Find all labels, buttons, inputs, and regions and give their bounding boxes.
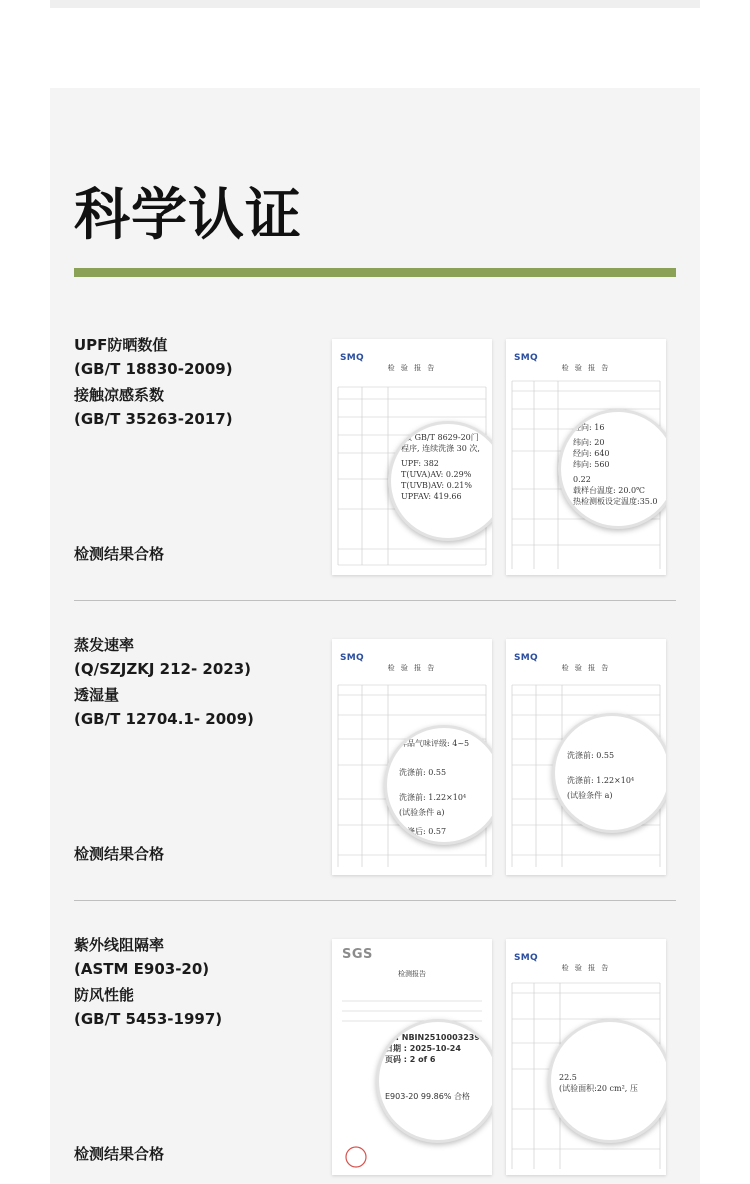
item-standard: (GB/T 35263-2017) — [74, 410, 233, 428]
report-document — [332, 939, 492, 1175]
item-standard: (ASTM E903-20) — [74, 960, 210, 978]
test-result: 检测结果合格 — [74, 845, 165, 863]
zoom-line: 经向: 640 — [573, 449, 610, 458]
zoom-line: T(UVA)AV: 0.29% — [401, 470, 472, 479]
report-document — [332, 339, 492, 575]
cert-section-evaporation-moisture — [74, 633, 676, 901]
report-title: 检测报告 — [398, 970, 426, 978]
zoom-line: 日期 : 2025-10-24 — [385, 1044, 461, 1053]
zoom-line: 页码 : 2 of 6 — [385, 1055, 436, 1064]
zoom-line: 22.5 — [559, 1073, 577, 1082]
magnifier-zoom — [552, 713, 666, 833]
report-images — [332, 339, 676, 575]
certification-panel — [50, 88, 700, 1184]
item-name: UPF防晒数值 — [74, 336, 168, 354]
report-title: 检 验 报 告 — [387, 664, 437, 672]
cert-section-upf-cooling — [74, 333, 676, 601]
red-seal-icon — [346, 1147, 366, 1167]
zoom-line: E903-20 99.86% 合格 — [385, 1092, 470, 1101]
zoom-line: 纬向: 560 — [573, 460, 610, 469]
magnifier-zoom — [548, 1019, 666, 1143]
item-standard: (GB/T 5453-1997) — [74, 1010, 223, 1028]
zoom-line: 洗涤后: 0.57 — [399, 827, 447, 836]
zoom-line: 热检测板设定温度:35.0 — [573, 497, 658, 506]
section-divider — [74, 600, 676, 601]
test-result: 检测结果合格 — [74, 1145, 165, 1163]
item-standard: (GB/T 12704.1- 2009) — [74, 710, 254, 728]
zoom-line: 0.22 — [573, 475, 591, 484]
zoom-line: 载样台温度: 20.0℃ — [573, 486, 645, 495]
item-standard: (GB/T 18830-2009) — [74, 360, 233, 378]
item-name: 接触凉感系数 — [74, 386, 165, 404]
item-name: 透湿量 — [74, 686, 120, 704]
smq-logo: SMQ — [514, 953, 538, 963]
section-divider — [74, 900, 676, 901]
sgs-logo: SGS — [342, 947, 373, 962]
smq-logo: SMQ — [340, 653, 364, 663]
zoom-line: 洗涤前: 0.55 — [399, 768, 447, 777]
title-accent-bar — [74, 268, 676, 277]
zoom-line: 洗涤前: 1.22×10⁴ — [567, 776, 635, 785]
zoom-line: (按 GB/T 8629-20门 — [401, 433, 479, 442]
cert-items — [74, 633, 324, 733]
magnifier-zoom — [376, 1019, 492, 1143]
zoom-line: 样品气味评级: 4~5 — [399, 739, 470, 748]
cert-section-uv-windproof — [74, 933, 676, 1184]
report-document — [506, 639, 666, 875]
zoom-line: 号 : NBIN2510003239 — [385, 1033, 480, 1042]
cert-items — [74, 933, 324, 1033]
report-document — [506, 339, 666, 575]
report-title: 检 验 报 告 — [387, 364, 437, 372]
report-title: 检 验 报 告 — [561, 364, 611, 372]
zoom-line: 洗涤前: 0.55 — [567, 751, 615, 760]
report-images — [332, 639, 676, 875]
report-title: 检 验 报 告 — [561, 664, 611, 672]
report-document — [332, 639, 492, 875]
report-document — [506, 939, 666, 1175]
zoom-line: 程序, 连续洗涤 30 次, — [401, 444, 480, 453]
smq-logo: SMQ — [514, 653, 538, 663]
zoom-line: (试验面积:20 cm², 压 — [559, 1084, 638, 1093]
item-name: 紫外线阻隔率 — [74, 936, 165, 954]
zoom-line: (试验条件 a) — [567, 791, 613, 800]
test-result: 检测结果合格 — [74, 545, 165, 563]
zoom-line: (试验条件 a) — [399, 808, 445, 817]
item-standard: (Q/SZJZKJ 212- 2023) — [74, 660, 252, 678]
zoom-line: 纬向: 20 — [573, 438, 605, 447]
smq-logo: SMQ — [340, 353, 364, 363]
zoom-line: UPF: 382 — [401, 459, 439, 468]
report-title: 检 验 报 告 — [561, 964, 611, 972]
section-title: 科学认证 — [74, 183, 302, 248]
report-images — [332, 939, 676, 1175]
top-divider-strip — [50, 0, 700, 8]
zoom-line: UPFAV: 419.66 — [401, 492, 462, 501]
zoom-line: T(UVB)AV: 0.21% — [401, 481, 472, 490]
zoom-line: 洗涤前: 1.22×10⁴ — [399, 793, 467, 802]
cert-items — [74, 333, 324, 433]
zoom-line: 经向: 16 — [573, 423, 605, 432]
smq-logo: SMQ — [514, 353, 538, 363]
magnifier-zoom — [558, 409, 666, 529]
item-name: 蒸发速率 — [74, 636, 135, 654]
item-name: 防风性能 — [74, 986, 135, 1004]
magnifier-zoom — [384, 725, 492, 845]
